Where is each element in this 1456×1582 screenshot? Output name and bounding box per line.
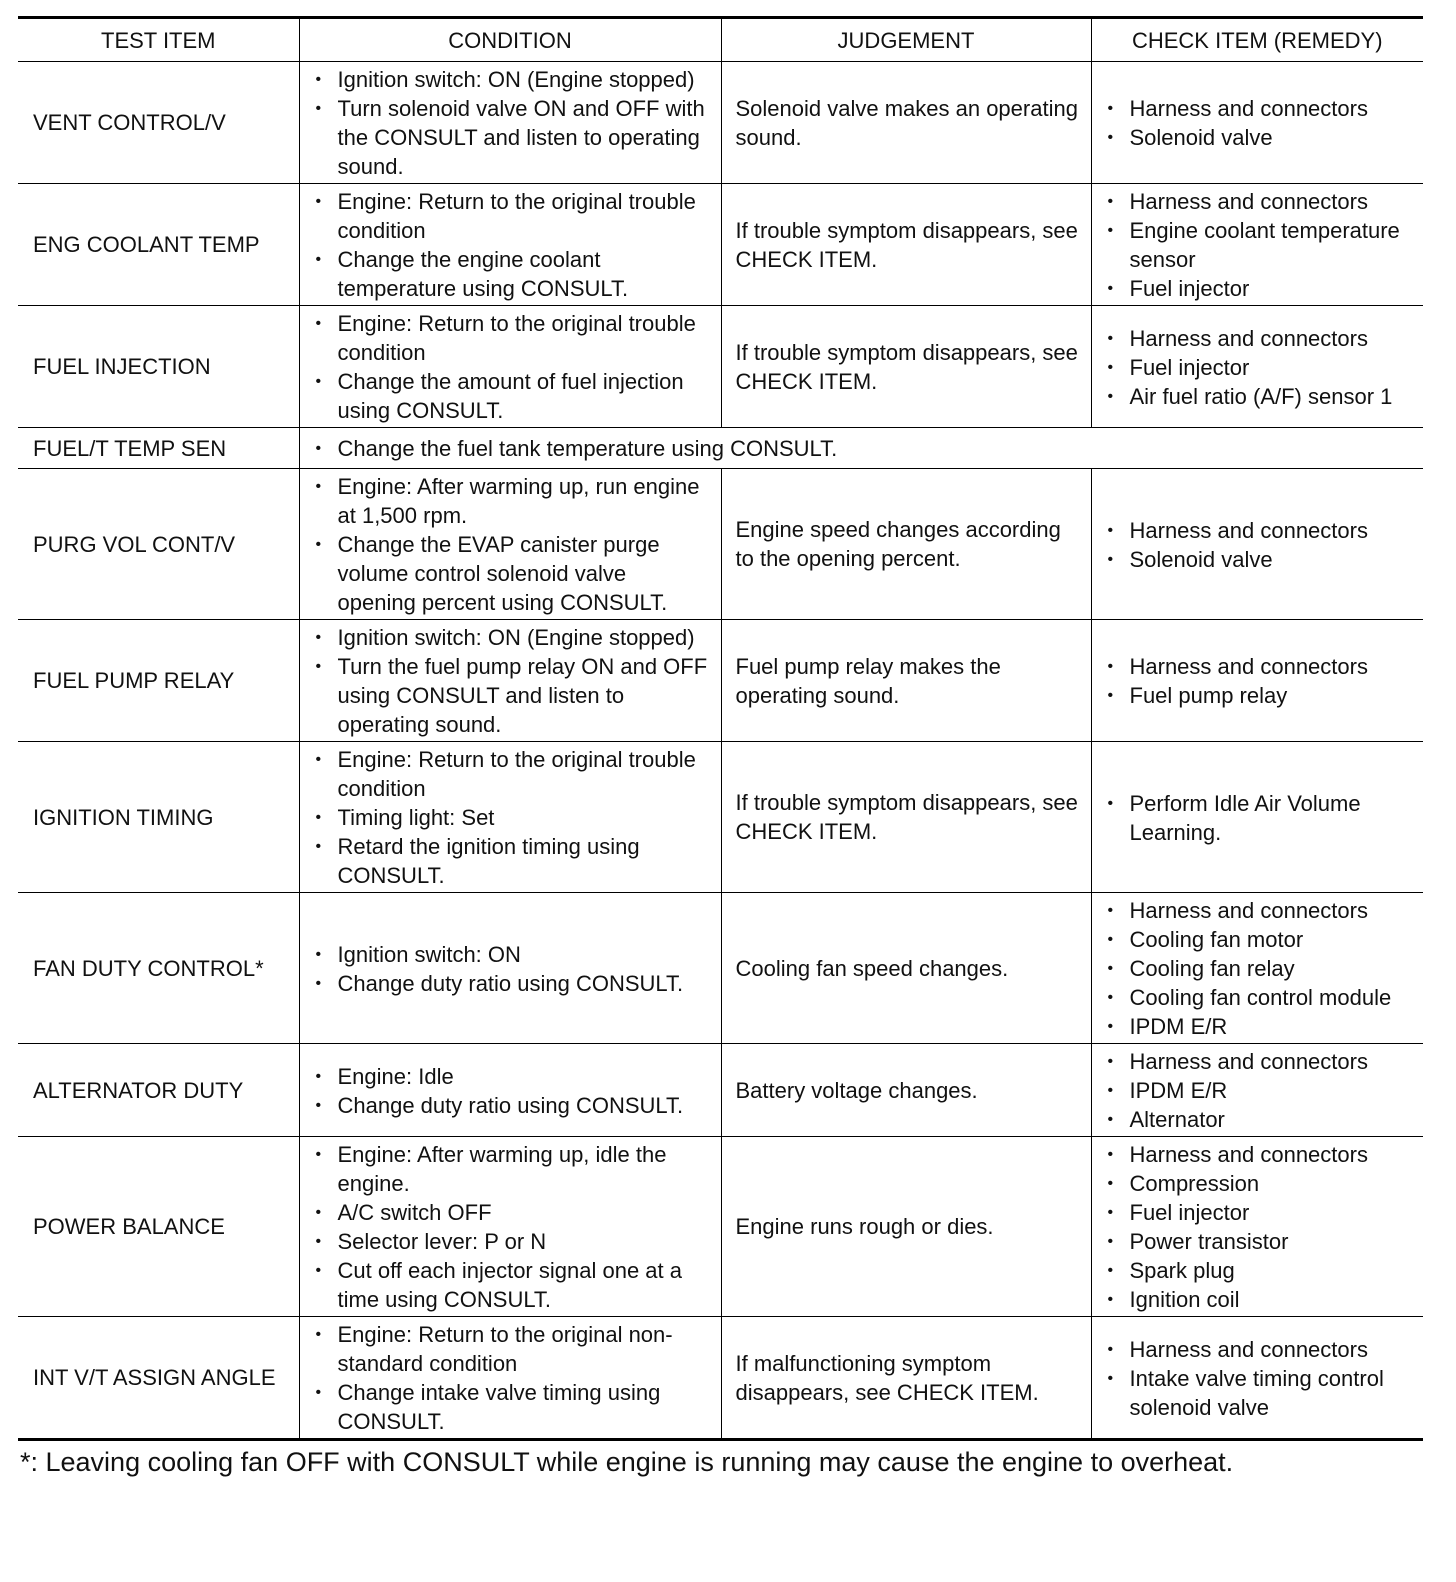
check-item-bullet: • Harness and connectors <box>1106 896 1412 925</box>
condition-bullet: • Cut off each injector signal one at a time using CONSULT. <box>314 1256 709 1314</box>
condition-bullet: • Ignition switch: ON (Engine stopped) <box>314 65 709 94</box>
judgement-cell: Engine runs rough or dies. <box>721 1137 1091 1317</box>
table-row <box>18 742 1423 893</box>
condition-bullet: • Change the engine coolant temperature using CONSULT. <box>314 245 709 303</box>
check-item-bullet: • Air fuel ratio (A/F) sensor 1 <box>1106 382 1412 411</box>
check-item-bullet: • Harness and connectors <box>1106 652 1412 681</box>
table-row <box>18 1137 1423 1317</box>
check-item-bullet: • Harness and connectors <box>1106 324 1412 353</box>
condition-cell <box>299 469 721 620</box>
judgement-cell: Battery voltage changes. <box>721 1044 1091 1137</box>
test-item-cell: FUEL/T TEMP SEN <box>18 428 299 469</box>
condition-cell <box>299 62 721 184</box>
condition-bullet: • A/C switch OFF <box>314 1198 709 1227</box>
check-item-bullet: • Cooling fan motor <box>1106 925 1412 954</box>
table-row <box>18 428 1423 469</box>
header-condition: CONDITION <box>299 18 721 62</box>
check-item-bullet: • Power transistor <box>1106 1227 1412 1256</box>
condition-cell <box>299 620 721 742</box>
check-item-bullet: • Ignition coil <box>1106 1285 1412 1314</box>
condition-cell <box>299 742 721 893</box>
condition-bullet: • Change intake valve timing using CONSULT. <box>314 1378 709 1436</box>
check-item-bullet: • IPDM E/R <box>1106 1012 1412 1041</box>
check-item-bullet: • Compression <box>1106 1169 1412 1198</box>
header-check-item: CHECK ITEM (REMEDY) <box>1091 18 1423 62</box>
table-row <box>18 184 1423 306</box>
condition-cell <box>299 1044 721 1137</box>
condition-bullet: • Retard the ignition timing using CONSULT. <box>314 832 709 890</box>
judgement-cell: Cooling fan speed changes. <box>721 893 1091 1044</box>
condition-bullet: • Timing light: Set <box>314 803 709 832</box>
test-item-cell: POWER BALANCE <box>18 1137 299 1317</box>
condition-bullet: • Engine: After warming up, idle the engine. <box>314 1140 709 1198</box>
test-item-cell: VENT CONTROL/V <box>18 62 299 184</box>
condition-bullet: • Turn solenoid valve ON and OFF with the CONSULT and listen to operating sound. <box>314 94 709 181</box>
condition-cell <box>299 184 721 306</box>
condition-bullet: • Selector lever: P or N <box>314 1227 709 1256</box>
judgement-cell: If trouble symptom disappears, see CHECK ITEM. <box>721 742 1091 893</box>
condition-bullet: • Engine: Return to the original trouble condition <box>314 745 709 803</box>
test-item-cell: ALTERNATOR DUTY <box>18 1044 299 1137</box>
check-item-bullet: • Perform Idle Air Volume Learning. <box>1106 789 1412 847</box>
table-row <box>18 306 1423 428</box>
condition-cell <box>299 893 721 1044</box>
condition-bullet: • Ignition switch: ON <box>314 940 709 969</box>
check-item-bullet: • Harness and connectors <box>1106 1140 1412 1169</box>
check-item-bullet: • Engine coolant temperature sensor <box>1106 216 1412 274</box>
test-item-cell: FAN DUTY CONTROL* <box>18 893 299 1044</box>
condition-cell <box>299 306 721 428</box>
judgement-cell: If trouble symptom disappears, see CHECK ITEM. <box>721 306 1091 428</box>
condition-cell <box>299 1137 721 1317</box>
check-item-cell <box>1091 469 1423 620</box>
condition-bullet: • Turn the fuel pump relay ON and OFF using CONSULT and listen to operating sound. <box>314 652 709 739</box>
table-row <box>18 893 1423 1044</box>
active-test-table <box>18 16 1423 1441</box>
judgement-cell: If malfunctioning symptom disappears, see CHECK ITEM. <box>721 1317 1091 1440</box>
test-item-cell: ENG COOLANT TEMP <box>18 184 299 306</box>
check-item-bullet: • Cooling fan relay <box>1106 954 1412 983</box>
check-item-bullet: • Fuel injector <box>1106 274 1412 303</box>
check-item-cell <box>1091 306 1423 428</box>
judgement-cell: If trouble symptom disappears, see CHECK ITEM. <box>721 184 1091 306</box>
condition-bullet: • Engine: After warming up, run engine at 1,500 rpm. <box>314 472 709 530</box>
check-item-bullet: • Alternator <box>1106 1105 1412 1134</box>
condition-span-cell <box>299 428 1423 469</box>
table-row <box>18 469 1423 620</box>
header-row <box>18 18 1423 62</box>
check-item-bullet: • Fuel injector <box>1106 353 1412 382</box>
check-item-cell <box>1091 620 1423 742</box>
condition-bullet: • Change duty ratio using CONSULT. <box>314 969 709 998</box>
condition-bullet: • Change the EVAP canister purge volume control solenoid valve opening percent using CONSULT. <box>314 530 709 617</box>
condition-bullet: • Engine: Return to the original trouble condition <box>314 187 709 245</box>
test-item-cell: IGNITION TIMING <box>18 742 299 893</box>
table-row <box>18 62 1423 184</box>
check-item-bullet: • IPDM E/R <box>1106 1076 1412 1105</box>
test-item-cell: PURG VOL CONT/V <box>18 469 299 620</box>
header-test-item: TEST ITEM <box>18 18 299 62</box>
table-row <box>18 620 1423 742</box>
check-item-bullet: • Spark plug <box>1106 1256 1412 1285</box>
check-item-bullet: • Harness and connectors <box>1106 1047 1412 1076</box>
condition-bullet: • Change duty ratio using CONSULT. <box>314 1091 709 1120</box>
check-item-cell <box>1091 1137 1423 1317</box>
check-item-cell <box>1091 742 1423 893</box>
judgement-cell: Solenoid valve makes an operating sound. <box>721 62 1091 184</box>
check-item-cell <box>1091 62 1423 184</box>
check-item-cell <box>1091 184 1423 306</box>
check-item-bullet: • Harness and connectors <box>1106 516 1412 545</box>
check-item-bullet: • Solenoid valve <box>1106 123 1412 152</box>
check-item-cell <box>1091 893 1423 1044</box>
condition-bullet: • Engine: Return to the original trouble condition <box>314 309 709 367</box>
check-item-bullet: • Intake valve timing control solenoid valve <box>1106 1364 1412 1422</box>
header-judgement: JUDGEMENT <box>721 18 1091 62</box>
table-row <box>18 1044 1423 1137</box>
check-item-cell <box>1091 1317 1423 1440</box>
check-item-bullet: • Solenoid valve <box>1106 545 1412 574</box>
check-item-bullet: • Harness and connectors <box>1106 187 1412 216</box>
judgement-cell: Engine speed changes according to the opening percent. <box>721 469 1091 620</box>
condition-bullet: • Change the amount of fuel injection using CONSULT. <box>314 367 709 425</box>
judgement-cell: Fuel pump relay makes the operating sound. <box>721 620 1091 742</box>
test-item-cell: FUEL PUMP RELAY <box>18 620 299 742</box>
condition-bullet: • Change the fuel tank temperature using CONSULT. <box>314 434 1412 463</box>
check-item-bullet: • Fuel pump relay <box>1106 681 1412 710</box>
table-row <box>18 1317 1423 1440</box>
condition-cell <box>299 1317 721 1440</box>
check-item-bullet: • Harness and connectors <box>1106 1335 1412 1364</box>
test-item-cell: INT V/T ASSIGN ANGLE <box>18 1317 299 1440</box>
condition-bullet: • Ignition switch: ON (Engine stopped) <box>314 623 709 652</box>
check-item-bullet: • Harness and connectors <box>1106 94 1412 123</box>
check-item-bullet: • Fuel injector <box>1106 1198 1412 1227</box>
condition-bullet: • Engine: Idle <box>314 1062 709 1091</box>
check-item-bullet: • Cooling fan control module <box>1106 983 1412 1012</box>
check-item-cell <box>1091 1044 1423 1137</box>
document-page <box>18 16 1423 1479</box>
condition-bullet: • Engine: Return to the original non-standard condition <box>314 1320 709 1378</box>
test-item-cell: FUEL INJECTION <box>18 306 299 428</box>
footnote: *: Leaving cooling fan OFF with CONSULT while engine is running may cause the engine to overheat. <box>20 1447 1234 1477</box>
